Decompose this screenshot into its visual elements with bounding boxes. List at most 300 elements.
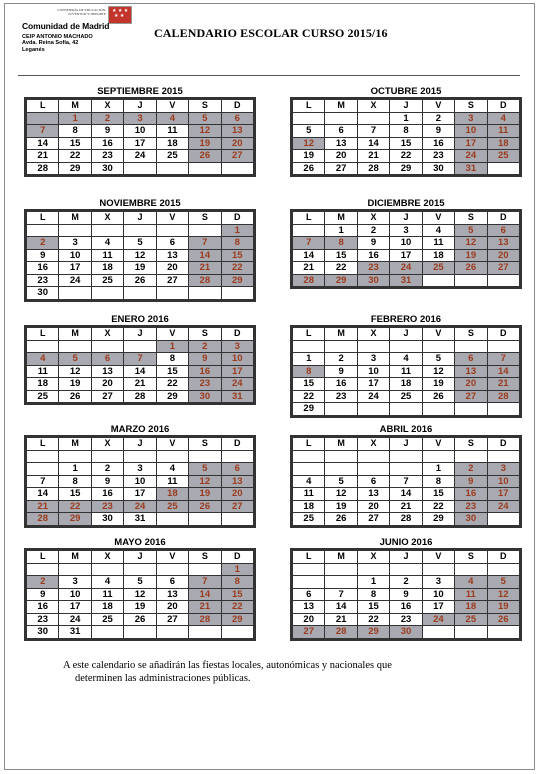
day-cell xyxy=(390,563,422,576)
holiday-day-cell: 24 xyxy=(390,262,422,275)
day-cell: 9 xyxy=(390,588,422,601)
weekday-label: V xyxy=(156,328,188,341)
holiday-day-cell: 25 xyxy=(422,262,454,275)
day-cell: 27 xyxy=(325,162,357,175)
weekday-label: X xyxy=(91,551,123,564)
week-row xyxy=(293,563,520,576)
weekday-label: X xyxy=(357,551,389,564)
calendar-table xyxy=(26,211,254,300)
day-cell xyxy=(189,513,221,526)
day-cell: 21 xyxy=(293,262,325,275)
week-row xyxy=(27,488,254,501)
day-cell xyxy=(221,162,253,175)
day-cell: 15 xyxy=(390,137,422,150)
calendar-table xyxy=(292,327,520,416)
holiday-day-cell: 20 xyxy=(487,249,519,262)
day-cell: 6 xyxy=(156,237,188,250)
day-cell: 27 xyxy=(156,274,188,287)
holiday-day-cell: 17 xyxy=(487,488,519,501)
day-cell: 11 xyxy=(91,249,123,262)
day-cell xyxy=(59,287,91,300)
day-cell: 1 xyxy=(59,463,91,476)
day-cell: 17 xyxy=(124,137,156,150)
week-row xyxy=(27,513,254,526)
week-row xyxy=(293,249,520,262)
holiday-day-cell: 13 xyxy=(221,475,253,488)
day-cell: 24 xyxy=(124,150,156,163)
holiday-day-cell: 2 xyxy=(27,576,59,589)
holiday-day-cell: 21 xyxy=(189,262,221,275)
week-row xyxy=(293,237,520,250)
day-cell: 2 xyxy=(91,463,123,476)
day-cell: 22 xyxy=(357,613,389,626)
day-cell xyxy=(487,450,519,463)
weekday-label: D xyxy=(487,328,519,341)
day-cell: 21 xyxy=(325,613,357,626)
day-cell: 7 xyxy=(390,475,422,488)
weekday-label: S xyxy=(189,100,221,113)
weekday-label: S xyxy=(455,551,487,564)
day-cell: 26 xyxy=(325,513,357,526)
month-calendar xyxy=(290,314,522,418)
day-cell: 1 xyxy=(293,353,325,366)
day-cell: 1 xyxy=(390,112,422,125)
week-row xyxy=(293,262,520,275)
day-cell: 4 xyxy=(91,576,123,589)
day-cell: 11 xyxy=(27,365,59,378)
weekday-label: D xyxy=(221,328,253,341)
day-cell: 19 xyxy=(325,500,357,513)
day-cell: 29 xyxy=(59,162,91,175)
day-cell xyxy=(357,403,389,416)
day-cell: 18 xyxy=(91,262,123,275)
week-row xyxy=(293,576,520,589)
day-cell xyxy=(189,224,221,237)
day-cell: 9 xyxy=(27,249,59,262)
day-cell: 4 xyxy=(293,475,325,488)
divider xyxy=(18,75,520,76)
school-line: Avda. Reina Sofía, 42 xyxy=(22,40,79,47)
weekday-label: V xyxy=(156,551,188,564)
holiday-day-cell: 22 xyxy=(59,500,91,513)
day-cell: 6 xyxy=(293,588,325,601)
day-cell: 26 xyxy=(293,162,325,175)
day-cell xyxy=(422,274,454,287)
holiday-day-cell: 3 xyxy=(124,112,156,125)
day-cell: 15 xyxy=(422,488,454,501)
day-cell: 26 xyxy=(124,613,156,626)
day-cell: 18 xyxy=(156,137,188,150)
day-cell xyxy=(293,112,325,125)
day-cell xyxy=(487,513,519,526)
calendar-table xyxy=(292,437,520,526)
week-row xyxy=(27,576,254,589)
weekday-label: S xyxy=(189,438,221,451)
day-cell xyxy=(156,162,188,175)
holiday-day-cell: 14 xyxy=(189,249,221,262)
footnote-line: determinen las administraciones públicas. xyxy=(75,673,251,684)
holiday-day-cell: 6 xyxy=(221,463,253,476)
holiday-day-cell: 12 xyxy=(189,125,221,138)
weekday-label: M xyxy=(325,212,357,225)
weekday-header-row xyxy=(293,438,520,451)
day-cell xyxy=(390,463,422,476)
weekday-label: J xyxy=(124,212,156,225)
day-cell: 26 xyxy=(422,390,454,403)
holiday-day-cell: 19 xyxy=(189,137,221,150)
weekday-label: S xyxy=(455,438,487,451)
day-cell: 27 xyxy=(357,513,389,526)
weekday-header-row xyxy=(27,328,254,341)
month-name: OCTUBRE 2015 xyxy=(370,86,442,97)
holiday-day-cell: 29 xyxy=(59,513,91,526)
holiday-day-cell: 8 xyxy=(325,237,357,250)
day-cell xyxy=(27,463,59,476)
day-cell: 3 xyxy=(59,237,91,250)
day-cell: 20 xyxy=(293,613,325,626)
holiday-day-cell: 20 xyxy=(221,137,253,150)
day-cell xyxy=(27,224,59,237)
calendar-grid xyxy=(290,209,522,289)
day-cell: 26 xyxy=(59,390,91,403)
day-cell: 1 xyxy=(357,576,389,589)
day-cell: 3 xyxy=(422,576,454,589)
day-cell: 5 xyxy=(293,125,325,138)
weekday-label: J xyxy=(390,551,422,564)
day-cell: 18 xyxy=(91,601,123,614)
school-address xyxy=(22,34,142,53)
holiday-day-cell: 27 xyxy=(293,626,325,639)
week-row xyxy=(293,340,520,353)
month-calendar xyxy=(290,424,522,528)
day-cell: 18 xyxy=(390,378,422,391)
day-cell xyxy=(357,340,389,353)
day-cell: 28 xyxy=(357,162,389,175)
madrid-flag-icon: ★ ★ ★ ★ ★ xyxy=(108,6,132,24)
holiday-day-cell: 11 xyxy=(455,588,487,601)
day-cell: 10 xyxy=(390,237,422,250)
day-cell: 11 xyxy=(156,475,188,488)
day-cell xyxy=(189,287,221,300)
weekday-label: D xyxy=(487,212,519,225)
day-cell: 13 xyxy=(293,601,325,614)
calendar-grid xyxy=(24,435,256,528)
weekday-label: M xyxy=(59,100,91,113)
weekday-label: M xyxy=(59,212,91,225)
weekday-label: J xyxy=(124,438,156,451)
day-cell: 1 xyxy=(422,463,454,476)
day-cell xyxy=(390,340,422,353)
weekday-label: V xyxy=(156,100,188,113)
week-row xyxy=(27,162,254,175)
week-row xyxy=(293,488,520,501)
week-row xyxy=(27,378,254,391)
logo-line: JUVENTUD Y DEPORTE xyxy=(68,12,106,16)
day-cell: 6 xyxy=(357,475,389,488)
day-cell xyxy=(455,403,487,416)
day-cell: 24 xyxy=(357,390,389,403)
holiday-day-cell: 26 xyxy=(189,500,221,513)
month-name: MARZO 2016 xyxy=(110,424,170,435)
weekday-label: V xyxy=(422,328,454,341)
day-cell: 14 xyxy=(293,249,325,262)
weekday-label: L xyxy=(27,100,59,113)
holiday-day-cell: 27 xyxy=(221,500,253,513)
week-row xyxy=(27,150,254,163)
weekday-header-row xyxy=(293,212,520,225)
day-cell: 24 xyxy=(59,274,91,287)
day-cell: 22 xyxy=(293,390,325,403)
day-cell xyxy=(455,563,487,576)
day-cell: 15 xyxy=(293,378,325,391)
day-cell xyxy=(124,224,156,237)
day-cell: 15 xyxy=(59,488,91,501)
holiday-day-cell: 21 xyxy=(487,378,519,391)
day-cell: 5 xyxy=(325,475,357,488)
day-cell: 21 xyxy=(27,150,59,163)
holiday-day-cell: 12 xyxy=(455,237,487,250)
holiday-day-cell: 3 xyxy=(221,340,253,353)
holiday-day-cell: 9 xyxy=(455,475,487,488)
holiday-day-cell: 30 xyxy=(455,513,487,526)
week-row xyxy=(27,340,254,353)
day-cell: 4 xyxy=(422,224,454,237)
calendar-table xyxy=(26,437,254,526)
weekday-header-row xyxy=(293,551,520,564)
weekday-label: X xyxy=(357,328,389,341)
day-cell: 13 xyxy=(156,249,188,262)
day-cell: 12 xyxy=(124,249,156,262)
day-cell xyxy=(91,340,123,353)
logo-name: Comunidad de Madrid xyxy=(22,21,110,31)
day-cell: 16 xyxy=(27,262,59,275)
week-row xyxy=(293,601,520,614)
week-row xyxy=(293,403,520,416)
day-cell: 24 xyxy=(59,613,91,626)
month-name: SEPTIEMBRE 2015 xyxy=(97,86,183,97)
week-row xyxy=(293,224,520,237)
holiday-day-cell: 28 xyxy=(325,626,357,639)
day-cell: 10 xyxy=(59,588,91,601)
calendar-grid xyxy=(24,325,256,405)
holiday-day-cell: 11 xyxy=(487,125,519,138)
day-cell: 28 xyxy=(390,513,422,526)
calendar-table xyxy=(26,550,254,639)
holiday-day-cell: 17 xyxy=(455,137,487,150)
day-cell xyxy=(91,450,123,463)
month-calendar xyxy=(24,198,256,302)
holiday-day-cell: 27 xyxy=(487,262,519,275)
week-row xyxy=(27,626,254,639)
holiday-day-cell: 31 xyxy=(221,390,253,403)
day-cell xyxy=(124,563,156,576)
day-cell xyxy=(422,340,454,353)
day-cell: 23 xyxy=(27,613,59,626)
week-row xyxy=(27,224,254,237)
day-cell: 23 xyxy=(325,390,357,403)
day-cell xyxy=(91,626,123,639)
day-cell: 27 xyxy=(91,390,123,403)
day-cell: 16 xyxy=(357,249,389,262)
day-cell: 11 xyxy=(91,588,123,601)
month-calendar xyxy=(290,198,522,289)
holiday-day-cell: 15 xyxy=(221,588,253,601)
day-cell: 25 xyxy=(293,513,325,526)
day-cell xyxy=(189,450,221,463)
holiday-day-cell: 29 xyxy=(357,626,389,639)
holiday-day-cell: 3 xyxy=(487,463,519,476)
day-cell xyxy=(325,403,357,416)
month-calendar xyxy=(290,537,522,641)
weekday-label: D xyxy=(221,551,253,564)
month-calendar xyxy=(24,86,256,177)
day-cell: 10 xyxy=(422,588,454,601)
day-cell: 2 xyxy=(390,576,422,589)
day-cell: 10 xyxy=(124,125,156,138)
holiday-day-cell: 7 xyxy=(487,353,519,366)
day-cell: 9 xyxy=(27,588,59,601)
holiday-day-cell: 13 xyxy=(487,237,519,250)
weekday-label: L xyxy=(27,438,59,451)
week-row xyxy=(293,475,520,488)
holiday-day-cell: 2 xyxy=(189,340,221,353)
holiday-day-cell: 23 xyxy=(91,500,123,513)
page-title: CALENDARIO ESCOLAR CURSO 2015/16 xyxy=(154,26,388,40)
weekday-label: X xyxy=(91,100,123,113)
weekday-label: V xyxy=(156,438,188,451)
holiday-day-cell: 16 xyxy=(455,488,487,501)
holiday-day-cell: 29 xyxy=(325,274,357,287)
holiday-day-cell: 24 xyxy=(422,613,454,626)
holiday-day-cell: 28 xyxy=(27,513,59,526)
holiday-day-cell: 25 xyxy=(455,613,487,626)
day-cell: 25 xyxy=(91,613,123,626)
day-cell: 13 xyxy=(156,588,188,601)
header xyxy=(22,4,522,74)
day-cell xyxy=(156,513,188,526)
day-cell xyxy=(293,576,325,589)
holiday-day-cell: 24 xyxy=(221,378,253,391)
holiday-day-cell: 31 xyxy=(390,274,422,287)
day-cell xyxy=(156,450,188,463)
day-cell: 22 xyxy=(325,262,357,275)
day-cell: 17 xyxy=(422,601,454,614)
day-cell xyxy=(487,274,519,287)
day-cell: 28 xyxy=(124,390,156,403)
month-calendar xyxy=(24,537,256,641)
day-cell: 10 xyxy=(124,475,156,488)
month-name: FEBRERO 2016 xyxy=(370,314,442,325)
week-row xyxy=(27,588,254,601)
day-cell: 23 xyxy=(390,613,422,626)
week-row xyxy=(27,353,254,366)
day-cell xyxy=(221,626,253,639)
week-row xyxy=(27,125,254,138)
day-cell xyxy=(156,626,188,639)
day-cell: 14 xyxy=(357,137,389,150)
day-cell: 23 xyxy=(422,150,454,163)
holiday-day-cell: 31 xyxy=(455,162,487,175)
week-row xyxy=(293,390,520,403)
day-cell: 11 xyxy=(156,125,188,138)
week-row xyxy=(293,500,520,513)
holiday-day-cell: 5 xyxy=(487,576,519,589)
day-cell: 17 xyxy=(59,262,91,275)
holiday-day-cell: 8 xyxy=(293,365,325,378)
holiday-day-cell: 22 xyxy=(221,262,253,275)
weekday-label: M xyxy=(325,438,357,451)
day-cell xyxy=(59,450,91,463)
holiday-day-cell: 14 xyxy=(189,588,221,601)
week-row xyxy=(293,626,520,639)
weekday-label: S xyxy=(455,100,487,113)
holiday-day-cell: 6 xyxy=(221,112,253,125)
calendar-grid xyxy=(24,209,256,302)
day-cell: 25 xyxy=(27,390,59,403)
day-cell: 11 xyxy=(293,488,325,501)
weekday-label: D xyxy=(221,438,253,451)
week-row xyxy=(293,353,520,366)
weekday-label: S xyxy=(455,328,487,341)
week-row xyxy=(27,450,254,463)
day-cell: 8 xyxy=(422,475,454,488)
day-cell xyxy=(27,563,59,576)
week-row xyxy=(27,475,254,488)
day-cell: 18 xyxy=(27,378,59,391)
day-cell: 19 xyxy=(124,262,156,275)
day-cell xyxy=(189,162,221,175)
day-cell: 16 xyxy=(390,601,422,614)
day-cell: 21 xyxy=(357,150,389,163)
day-cell xyxy=(156,287,188,300)
holiday-day-cell: 17 xyxy=(221,365,253,378)
weekday-label: L xyxy=(27,212,59,225)
day-cell: 12 xyxy=(124,588,156,601)
weekday-label: D xyxy=(221,100,253,113)
holiday-day-cell: 14 xyxy=(487,365,519,378)
holiday-day-cell: 23 xyxy=(455,500,487,513)
weekday-label: D xyxy=(487,551,519,564)
holiday-day-cell: 29 xyxy=(221,613,253,626)
day-cell xyxy=(487,563,519,576)
day-cell: 4 xyxy=(156,463,188,476)
day-cell: 5 xyxy=(422,353,454,366)
day-cell: 13 xyxy=(357,488,389,501)
day-cell xyxy=(487,626,519,639)
day-cell xyxy=(357,563,389,576)
day-cell xyxy=(487,162,519,175)
holiday-day-cell: 18 xyxy=(487,137,519,150)
day-cell xyxy=(59,563,91,576)
day-cell xyxy=(293,450,325,463)
day-cell: 31 xyxy=(59,626,91,639)
holiday-day-cell: 20 xyxy=(221,488,253,501)
holiday-day-cell: 26 xyxy=(487,613,519,626)
weekday-label: L xyxy=(293,438,325,451)
day-cell: 20 xyxy=(91,378,123,391)
day-cell: 14 xyxy=(325,601,357,614)
day-cell xyxy=(124,450,156,463)
day-cell xyxy=(156,224,188,237)
day-cell: 8 xyxy=(390,125,422,138)
holiday-day-cell: 23 xyxy=(189,378,221,391)
day-cell: 15 xyxy=(156,365,188,378)
day-cell: 8 xyxy=(357,588,389,601)
weekday-header-row xyxy=(27,551,254,564)
day-cell: 30 xyxy=(422,162,454,175)
footnote-line: A este calendario se añadirán las fiestas locales, autonómicas y nacionales que xyxy=(63,660,392,671)
weekday-label: L xyxy=(293,551,325,564)
